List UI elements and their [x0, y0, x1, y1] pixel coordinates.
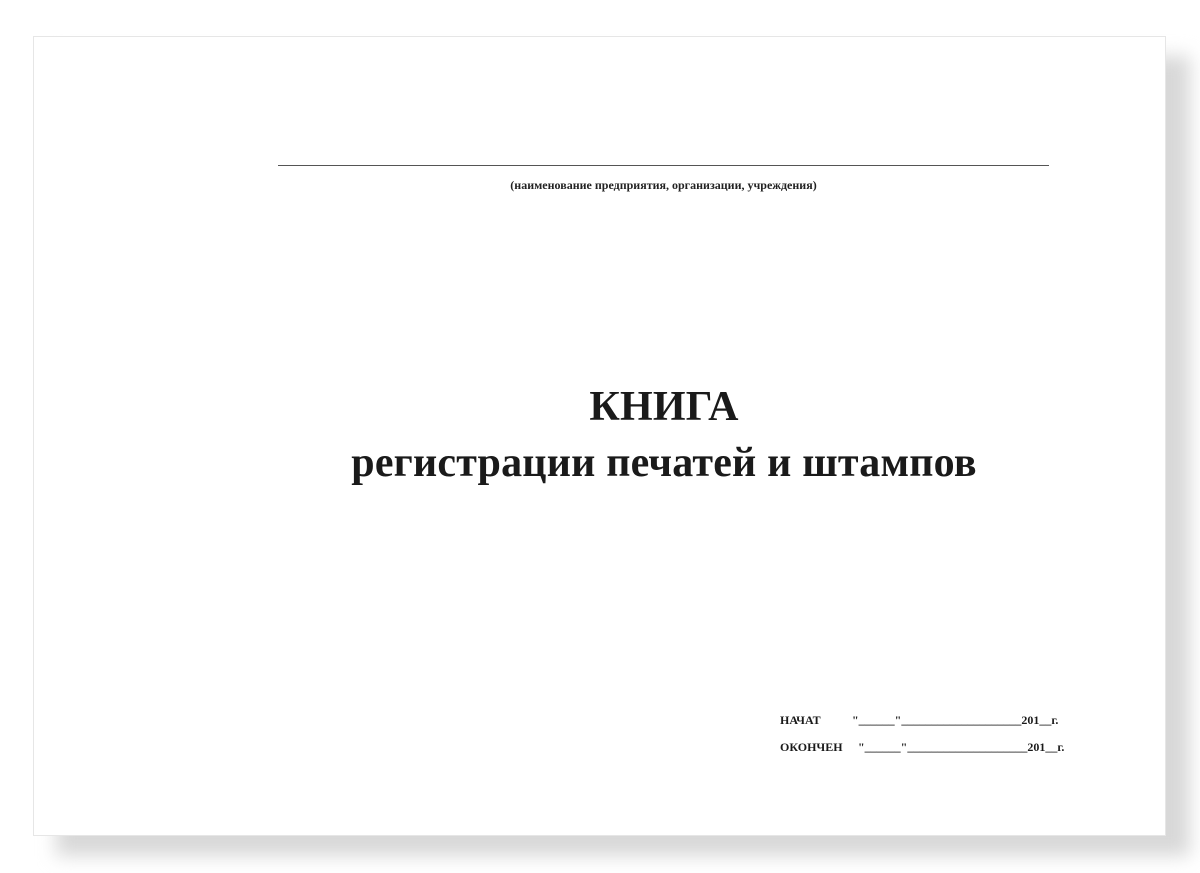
book-title [34, 379, 1200, 491]
title-main: КНИГА [589, 384, 739, 430]
cover-page [33, 36, 1166, 836]
finished-row [780, 734, 1064, 761]
date-block [780, 707, 1064, 761]
finished-label: ОКОНЧЕН [780, 740, 843, 754]
title-subtitle: регистрации печатей и штампов [351, 440, 977, 486]
started-date-field: "______"____________________201__г. [852, 713, 1059, 727]
finished-date-field: "______"____________________201__г. [858, 740, 1065, 754]
organization-caption: (наименование предприятия, организации, учреждения) [510, 178, 817, 192]
organization-name-line [278, 165, 1049, 166]
started-label: НАЧАТ [780, 713, 821, 727]
started-row [780, 707, 1064, 734]
